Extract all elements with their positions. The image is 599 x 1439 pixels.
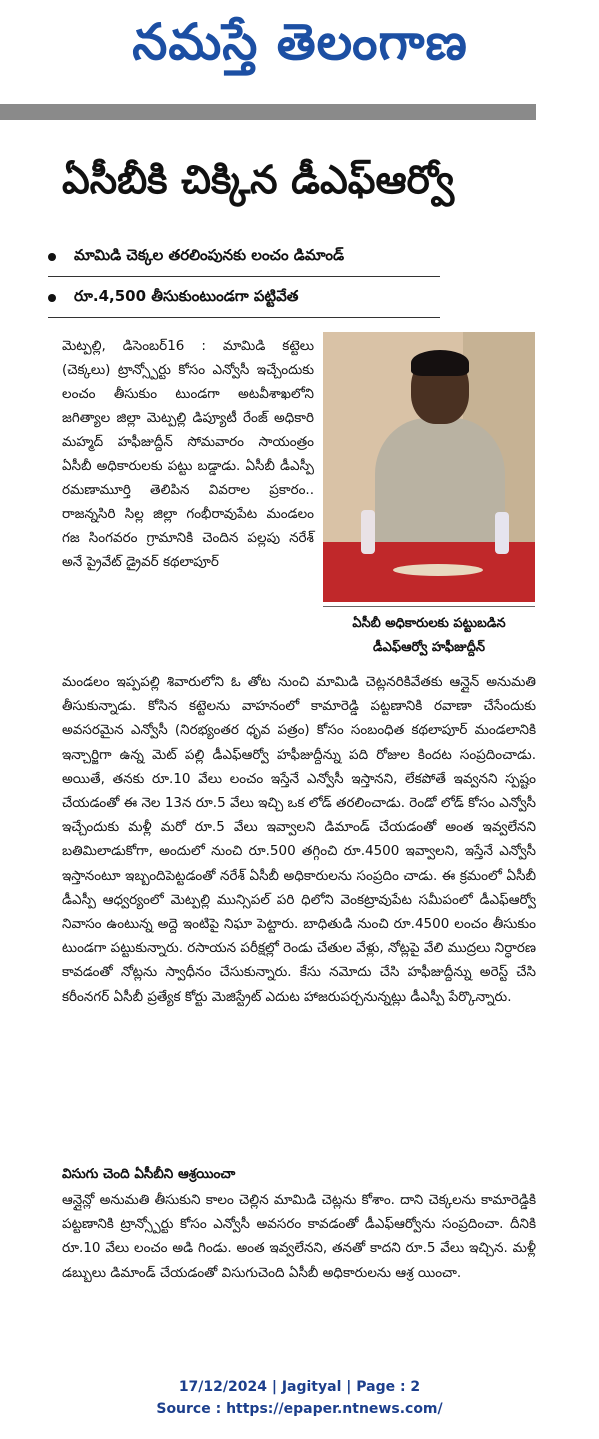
photo-caption bbox=[323, 612, 535, 660]
caption-divider bbox=[323, 606, 535, 607]
bullet-item bbox=[48, 238, 448, 276]
masthead-title: నమస్తే తెలంగాణ bbox=[132, 13, 468, 71]
footer-source-link[interactable]: Source : https://epaper.ntnews.com/ bbox=[156, 1401, 443, 1417]
bullet-divider bbox=[48, 276, 440, 277]
masthead-rule bbox=[0, 104, 536, 120]
article-body-quote: ఆన్లైన్లో అనుమతి తీసుకుని కాలం చెల్లిన మామిడి చెట్లను కోశాం. దాని చెక్కలను కామారెడ్డికి పట్టణానికి ట్రాన్స్పోర్టు కోసం ఎన్వోసీ అవసరం కావడంతో డీఎఫ్ఆర్వోను సంప్రదించా. దీనికి రూ.10 వేలు లంచం అడి గిండు. అంత ఇవ్వలేనని, తనతో కాదని రూ.5 వేలు ఇచ్చిన. మళ్లీ డబ్బులు డిమాండ్ చేయడంతో విసుగుచెంది ఏసీబీ అధికారులను ఆశ్ర యించా. bbox=[62, 1192, 536, 1281]
article-subhead: విసుగు చెంది ఏసీబీని ఆశ్రయించా bbox=[62, 1166, 236, 1182]
article-body-column: మెట్పల్లి, డిసెంబర్16 : మామిడి కట్టెలు (చెక్కలు) ట్రాన్స్పోర్టు కోసం ఎన్వోసీ ఇచ్చేందుకు లంచం తీసుకుం టుండగా అటవీశాఖలోని జగిత్యాల జిల్లా మెట్పల్లి డిప్యూటీ రేంజ్ అధికారి మహ్మద్ హఫీజుద్దీన్ సోమవారం సాయంత్రం ఏసీబీ అధికారులకు పట్టు బడ్డాడు. ఏసీబీ డీఎస్పీ రమణామూర్తి తెలిపిన వివరాల ప్రకారం.. రాజన్నసిరి సిల్ల జిల్లా గంభీరావుపేట మండలం గజ సింగవరం గ్రామానికి చెందిన పల్లపు నరేశ్ అనే ప్రైవేట్ డ్రైవర్ కథలాపూర్ bbox=[62, 338, 314, 570]
bullet-divider bbox=[48, 317, 440, 318]
article-headline: ఏసీబీకి చిక్కిన డీఎఫ్ఆర్వో bbox=[62, 158, 455, 203]
article-body-full: మండలం ఇప్పపల్లి శివారులోని ఓ తోట నుంచి మామిడి చెట్లనరికివేతకు ఆన్లైన్ అనుమతి తీసుకున్నాడు. కోసిన కట్టెలను వాహనంలో కామారెడ్డి పట్టణానికి రవాణా చేసేందుకు అవసరమైన ఎన్వోసీ (నిరభ్యంతర ధృవ పత్రం) కోసం సంబంధిత కథలాపూర్ మండలానికి ఇన్చార్జిగా ఉన్న మెట్ పల్లి డీఎఫ్ఆర్వో హఫీజుద్దీన్ను పది రోజుల కిందట సంప్రదించాడు. అయితే, తనకు రూ.10 వేలు లంచం ఇస్తేనే ఎన్వోసీ ఇస్తానని, లేకపోతే ఇవ్వనని స్పష్టం చేయడంతో ఈ నెల 13న రూ.5 వేలు ఇచ్చి ఒక లోడ్ తరలించాడు. రెండో లోడ్ కోసం ఎన్వోసీ ఇచ్చేందుకు మళ్లీ మరో రూ.5 వేలు ఇవ్వాలని డిమాండ్ చేయడంతో అంత ఇవ్వలేనని బతిమిలాడుకోగా, అందులో నుంచి రూ.500 తగ్గించి రూ.4500 ఇవ్వాలని, ఇస్తేనే ఎన్వోసీ ఇస్తానంటూ ఇబ్బందిపెట్టడంతో నరేశ్ ఏసీబీ అధికారులను సంప్రదిం చాడు. ఈ క్రమంలో ఏసీబీ డీఎస్పీ ఆధ్వర్యంలో మెట్పల్లి మున్సిపల్ పరి ధిలోని వెంకట్రావుపేట సమీపంలో డీఎఫ్ఆర్వో నివాసం ఉంటున్న అద్దె ఇంటిపై నిఘా పెట్టారు. బాధితుడి నుంచి రూ.4500 లంచం తీసుకుం టుండగా పట్టుకున్నారు. రసాయన పరీక్షల్లో రెండు చేతుల వేళ్లు, నోట్లపై వేలి ముద్రలు నిర్ధారణ కావడంతో నోట్లను స్వాధీనం చేసుకున్నారు. కేసు నమోదు చేసి హఫీజుద్దీన్ను అరెస్ట్ చేసి కరీంనగర్ ఏసీబీ ప్రత్యేక కోర్టు మెజిస్ట్రేట్ ఎదుట హాజరుపర్చనున్నట్లు డీఎస్పీ పేర్కొన్నారు. bbox=[62, 674, 537, 1005]
bullet-dot-icon bbox=[48, 294, 56, 302]
source-footer bbox=[0, 1376, 599, 1420]
caption-line: ఏసీబీ అధికారులకు పట్టుబడిన bbox=[352, 616, 506, 631]
bullet-text: రూ.4,500 తీసుకుంటుండగా పట్టివేత bbox=[74, 287, 299, 305]
caption-line: డీఎఫ్ఆర్వో హఫీజుద్దీన్ bbox=[373, 640, 485, 655]
suspect-photo bbox=[323, 332, 535, 602]
bullet-dot-icon bbox=[48, 253, 56, 261]
footer-date-line: 17/12/2024 | Jagityal | Page : 2 bbox=[178, 1379, 421, 1395]
highlight-bullets bbox=[48, 238, 448, 320]
bullet-text: మామిడి చెక్కల తరలింపునకు లంచం డిమాండ్ bbox=[74, 246, 345, 264]
bullet-item bbox=[48, 279, 448, 317]
